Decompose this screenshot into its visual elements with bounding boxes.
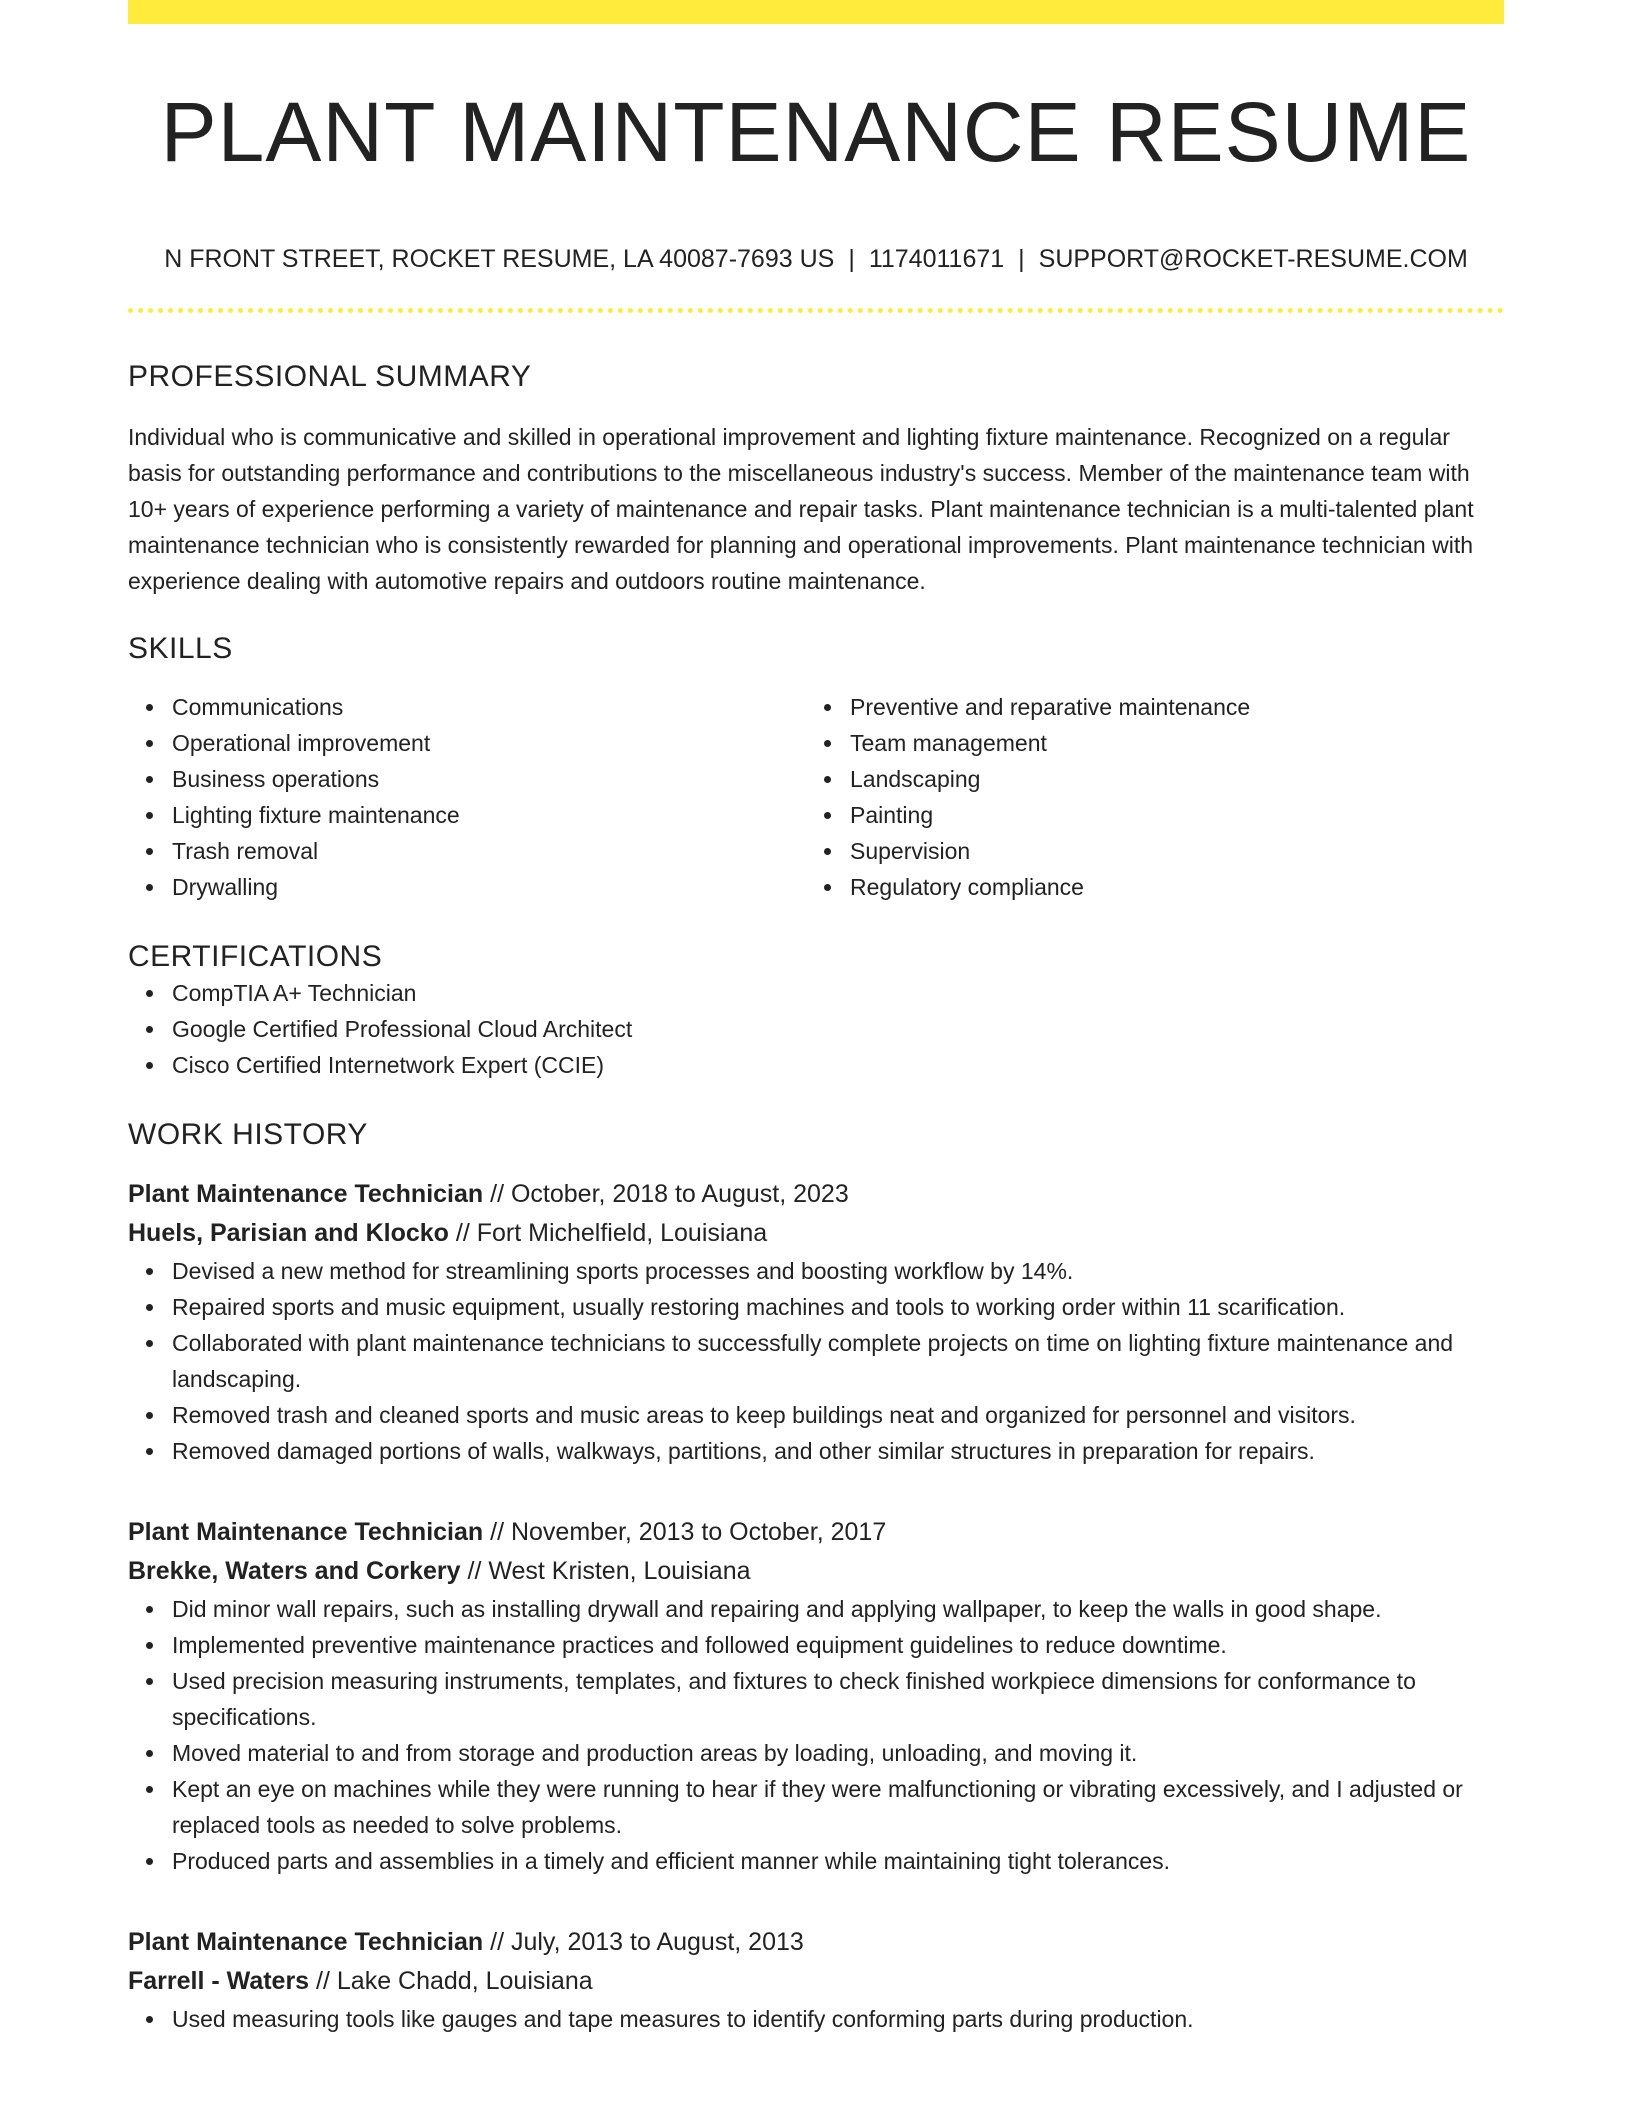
job-company-line — [128, 1552, 1504, 1591]
certification-item: CompTIA A+ Technician — [172, 975, 1504, 1011]
skill-item: Painting — [850, 797, 1484, 833]
job-title-line — [128, 1923, 1504, 1962]
contact-separator: | — [848, 245, 855, 274]
summary-text: Individual who is communicative and skilled in operational improvement and lighting fixture maintenance. Recognized on a regular basis for outstanding performance and contributions to the miscellaneous industry's success. Member of the maintenance team with 10+ years of experience performing a variety of maintenance and repair tasks. Plant maintenance technician is a multi-talented plant maintenance technician who is consistently rewarded for planning and operational improvements. Plant maintenance technician with experience dealing with automotive repairs and outdoors routine maintenance. — [128, 424, 1474, 595]
job-duty: Used measuring tools like gauges and tape measures to identify conforming parts during production. — [172, 2001, 1504, 2037]
contact-email: SUPPORT@ROCKET-RESUME.COM — [1038, 245, 1468, 274]
skills-columns — [128, 689, 1504, 905]
contact-separator: | — [1018, 245, 1025, 274]
job-company: Farrell - Waters — [128, 1967, 310, 1996]
certification-item: Cisco Certified Internetwork Expert (CCIE) — [172, 1047, 1504, 1083]
job-dates: // October, 2018 to August, 2023 — [490, 1180, 849, 1209]
job-dates: // July, 2013 to August, 2013 — [490, 1928, 804, 1957]
job-dates: // November, 2013 to October, 2017 — [490, 1518, 887, 1547]
skill-item: Communications — [172, 689, 806, 725]
job-entry — [128, 1175, 1504, 1469]
job-location: // Lake Chadd, Louisiana — [316, 1967, 593, 1996]
contact-phone: 1174011671 — [868, 245, 1005, 274]
job-duties-list — [128, 1591, 1504, 1879]
job-title-line — [128, 1513, 1504, 1552]
job-duties-list — [128, 2001, 1504, 2037]
job-duty: Devised a new method for streamlining sports processes and boosting workflow by 14%. — [172, 1253, 1504, 1289]
dotted-divider — [128, 308, 1504, 313]
job-entry — [128, 1513, 1504, 1879]
job-role: Plant Maintenance Technician — [128, 1928, 484, 1957]
job-duties-list — [128, 1253, 1504, 1469]
job-duty: Implemented preventive maintenance practices and followed equipment guidelines to reduce downtime. — [172, 1627, 1504, 1663]
job-duty: Removed damaged portions of walls, walkways, partitions, and other similar structures in preparation for repairs. — [172, 1433, 1504, 1469]
skills-list-left — [128, 689, 806, 905]
job-role: Plant Maintenance Technician — [128, 1518, 484, 1547]
job-role: Plant Maintenance Technician — [128, 1180, 484, 1209]
job-duty: Repaired sports and music equipment, usually restoring machines and tools to working order within 11 scarification. — [172, 1289, 1504, 1325]
job-duty: Collaborated with plant maintenance technicians to successfully complete projects on time on lighting fixture maintenance and landscaping. — [172, 1325, 1504, 1397]
job-duty: Kept an eye on machines while they were running to hear if they were malfunctioning or vibrating excessively, and I adjusted or replaced tools as needed to solve problems. — [172, 1771, 1504, 1843]
job-location: // Fort Michelfield, Louisiana — [455, 1219, 768, 1248]
skill-item: Operational improvement — [172, 725, 806, 761]
skill-item: Drywalling — [172, 869, 806, 905]
skills-list-right — [806, 689, 1484, 905]
resume-page — [128, 0, 1504, 2037]
job-duty: Moved material to and from storage and production areas by loading, unloading, and moving it. — [172, 1735, 1504, 1771]
resume-title: PLANT MAINTENANCE RESUME — [160, 85, 1472, 179]
skills-heading: SKILLS — [128, 632, 233, 666]
contact-address: N FRONT STREET, ROCKET RESUME, LA 40087-7693 US — [164, 245, 835, 274]
job-company: Brekke, Waters and Corkery — [128, 1557, 461, 1586]
summary-heading: PROFESSIONAL SUMMARY — [128, 360, 532, 394]
contact-line — [128, 244, 1504, 274]
skills-column-left — [128, 689, 806, 905]
certifications-list — [128, 975, 1504, 1083]
job-company-line — [128, 1214, 1504, 1253]
work-history-heading: WORK HISTORY — [128, 1118, 368, 1152]
skill-item: Preventive and reparative maintenance — [850, 689, 1484, 725]
skill-item: Lighting fixture maintenance — [172, 797, 806, 833]
job-duty: Removed trash and cleaned sports and music areas to keep buildings neat and organized for personnel and visitors. — [172, 1397, 1504, 1433]
job-duty: Produced parts and assemblies in a timely and efficient manner while maintaining tight tolerances. — [172, 1843, 1504, 1879]
skills-column-right — [806, 689, 1484, 905]
job-entry — [128, 1923, 1504, 2037]
job-company: Huels, Parisian and Klocko — [128, 1219, 449, 1248]
certifications-heading: CERTIFICATIONS — [128, 940, 383, 974]
skill-item: Business operations — [172, 761, 806, 797]
accent-top-bar — [128, 0, 1504, 24]
skill-item: Regulatory compliance — [850, 869, 1484, 905]
job-duty: Used precision measuring instruments, templates, and fixtures to check finished workpiece dimensions for conformance to specifications. — [172, 1663, 1504, 1735]
skill-item: Landscaping — [850, 761, 1484, 797]
skill-item: Supervision — [850, 833, 1484, 869]
skill-item: Trash removal — [172, 833, 806, 869]
job-location: // West Kristen, Louisiana — [467, 1557, 751, 1586]
job-title-line — [128, 1175, 1504, 1214]
skill-item: Team management — [850, 725, 1484, 761]
job-duty: Did minor wall repairs, such as installing drywall and repairing and applying wallpaper, to keep the walls in good shape. — [172, 1591, 1504, 1627]
certification-item: Google Certified Professional Cloud Architect — [172, 1011, 1504, 1047]
job-company-line — [128, 1962, 1504, 2001]
